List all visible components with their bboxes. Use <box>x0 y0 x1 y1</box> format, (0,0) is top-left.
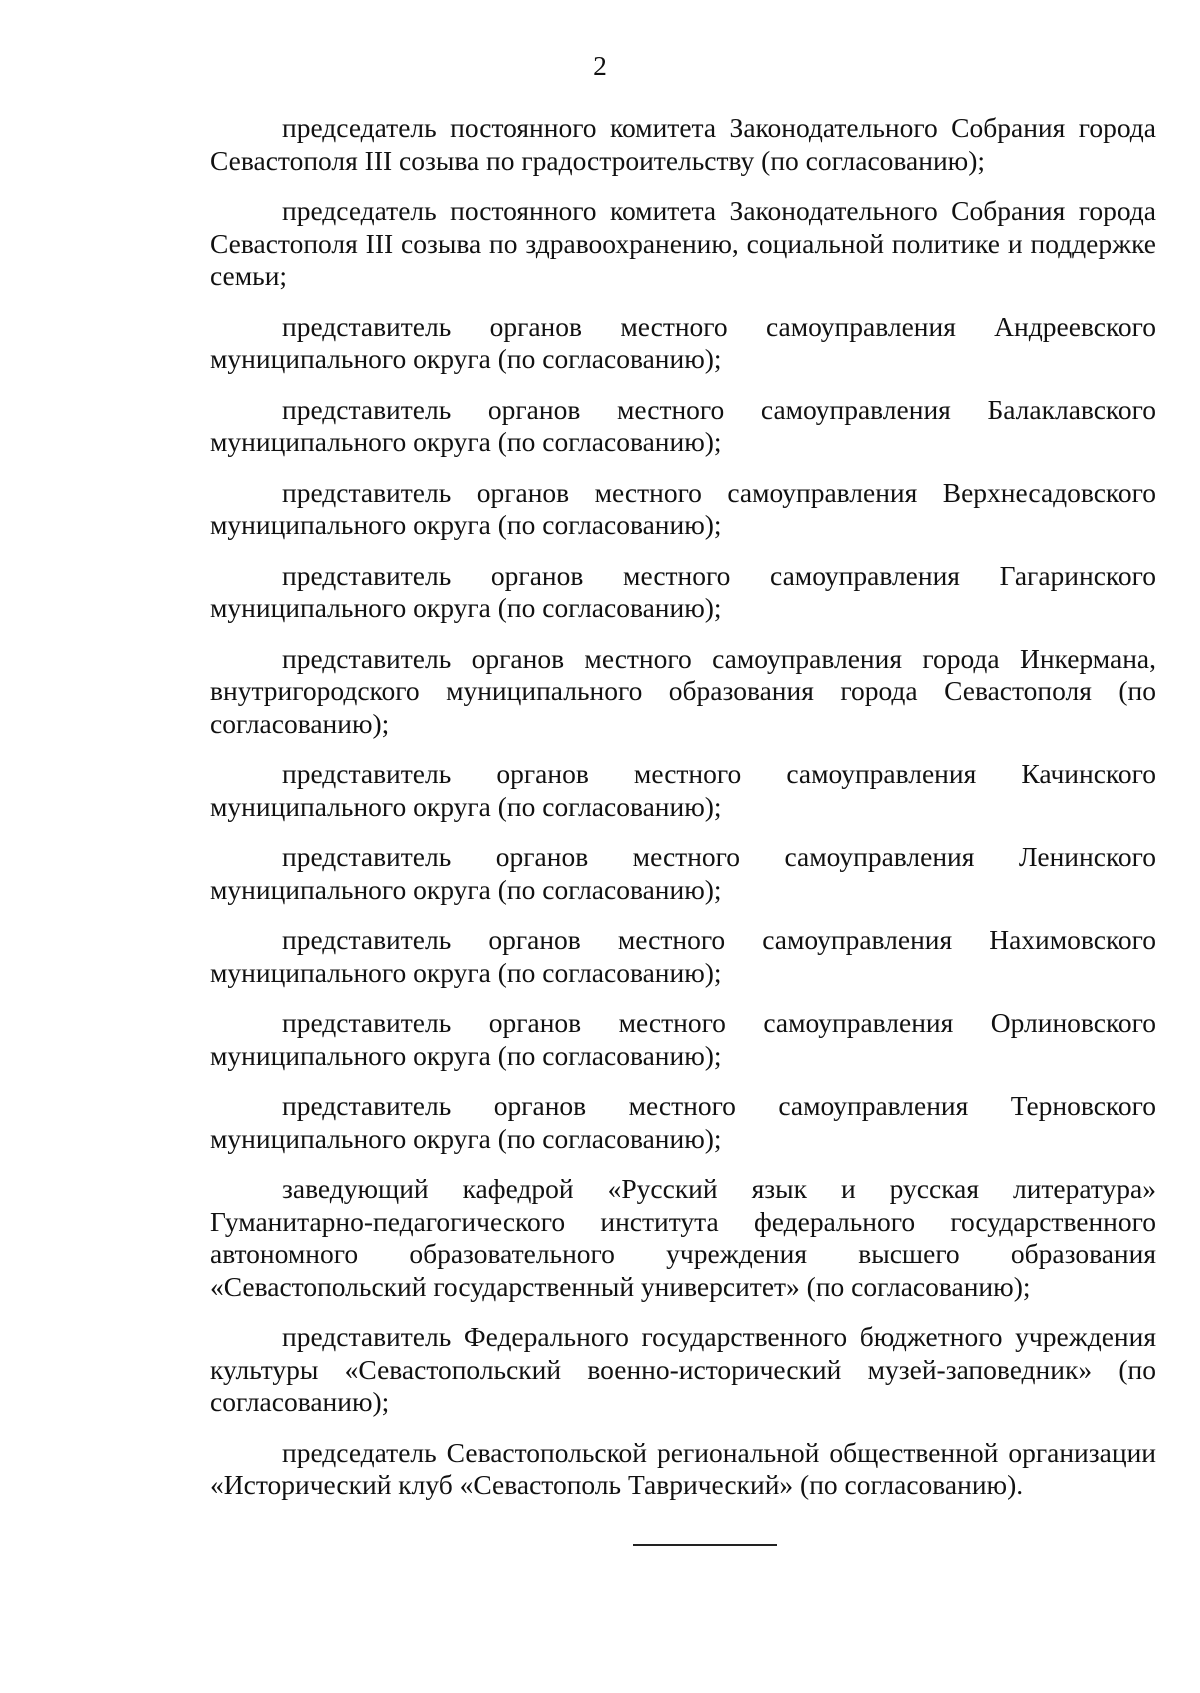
list-item: представитель органов местного самоуправления Балаклавского муниципального округа (по согласованию); <box>210 393 1156 457</box>
list-item: представитель органов местного самоуправления города Инкермана, внутригородского муниципального образования города Севастополя (по согласованию); <box>210 642 1156 739</box>
list-item: представитель органов местного самоуправления Нахимовского муниципального округа (по согласованию); <box>210 924 1156 988</box>
end-divider-line <box>633 1544 777 1546</box>
list-item: представитель органов местного самоуправления Гагаринского муниципального округа (по согласованию); <box>210 559 1156 623</box>
list-item: представитель органов местного самоуправления Качинского муниципального округа (по согласованию); <box>210 758 1156 822</box>
list-item: представитель органов местного самоуправления Андреевского муниципального округа (по согласованию); <box>210 310 1156 374</box>
list-item: председатель постоянного комитета Законодательного Собрания города Севастополя III созыва по градостроительству (по согласованию); <box>210 112 1156 176</box>
list-item: представитель органов местного самоуправления Орлиновского муниципального округа (по согласованию); <box>210 1007 1156 1071</box>
page-number: 2 <box>593 50 607 81</box>
list-item: заведующий кафедрой «Русский язык и русская литература» Гуманитарно-педагогического института федерального государственного автономного образовательного учреждения высшего образования «Севастопольский государственный университет» (по согласованию); <box>210 1173 1156 1302</box>
list-item: представитель Федерального государственного бюджетного учреждения культуры «Севастопольский военно-исторический музей-заповедник» (по согласованию); <box>210 1321 1156 1417</box>
list-item: представитель органов местного самоуправления Терновского муниципального округа (по согласованию); <box>210 1090 1156 1154</box>
list-item: представитель органов местного самоуправления Ленинского муниципального округа (по согласованию); <box>210 841 1156 905</box>
members-list <box>210 112 1156 1520</box>
list-item: председатель Севастопольской региональной общественной организации «Исторический клуб «Севастополь Таврический» (по согласованию). <box>210 1436 1156 1500</box>
list-item: председатель постоянного комитета Законодательного Собрания города Севастополя III созыва по здравоохранению, социальной политике и поддержке семьи; <box>210 195 1156 291</box>
list-item: представитель органов местного самоуправления Верхнесадовского муниципального округа (по согласованию); <box>210 476 1156 540</box>
